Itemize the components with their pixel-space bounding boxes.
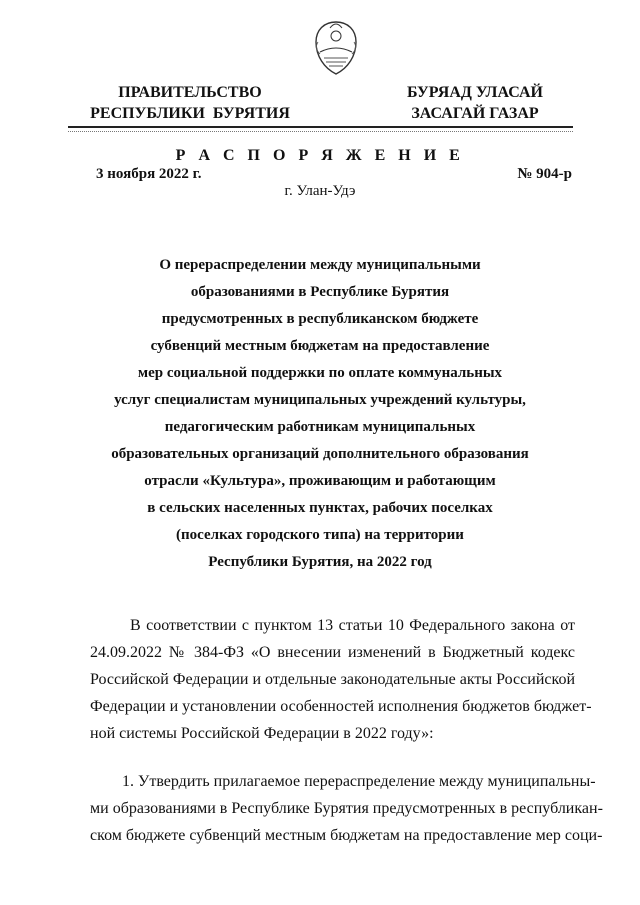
- government-name-ru: [70, 82, 310, 124]
- document-number: № 904-р: [517, 166, 572, 182]
- government-name-bua-line2: ЗАСАГАЙ ГАЗАР: [411, 105, 539, 122]
- coat-of-arms-emblem: [310, 18, 362, 78]
- header-divider: [68, 126, 573, 128]
- government-name-bua: [390, 82, 560, 124]
- paragraph-line: 24.09.2022 № 384-ФЗ «О внесении изменений в Бюджетный кодекс: [90, 644, 575, 661]
- preamble-paragraph: [90, 612, 592, 747]
- paragraph-line: ском бюджете субвенций местным бюджетам на предоставление мер соци-: [90, 827, 603, 844]
- title-line: (поселках городского типа) на территории: [176, 527, 464, 543]
- document-title: [0, 252, 640, 576]
- item-1-paragraph: [90, 768, 603, 849]
- document-city: г. Улан-Удэ: [284, 183, 356, 199]
- paragraph-line: ми образованиями в Республике Бурятия предусмотренных в республикан-: [90, 800, 603, 817]
- title-line: образовательных организаций дополнительного образования: [111, 446, 529, 462]
- header-dotted-divider: [68, 131, 573, 132]
- government-name-line1: ПРАВИТЕЛЬСТВО: [118, 84, 262, 101]
- title-line: О перераспределении между муниципальными: [159, 257, 481, 273]
- title-line: мер социальной поддержки по оплате коммунальных: [137, 365, 503, 381]
- government-name-line2: РЕСПУБЛИКИ БУРЯТИЯ: [90, 105, 290, 122]
- government-name-bua-line1: БУРЯАД УЛАСАЙ: [407, 84, 543, 101]
- paragraph-line: Федерации и установлении особенностей исполнения бюджетов бюджет-: [90, 698, 592, 715]
- title-line: в сельских населенных пунктах, рабочих поселках: [147, 500, 493, 516]
- title-line: услуг специалистам муниципальных учреждений культуры,: [114, 392, 526, 408]
- document-date: 3 ноября 2022 г.: [96, 166, 202, 182]
- title-line: субвенций местным бюджетам на предоставление: [150, 338, 490, 354]
- title-line: образованиями в Республике Бурятия: [190, 284, 450, 300]
- title-line: отрасли «Культура», проживающим и работающим: [144, 473, 496, 489]
- paragraph-line: Российской Федерации и отдельные законодательные акты Российской: [90, 671, 575, 688]
- title-line: предусмотренных в республиканском бюджете: [161, 311, 479, 327]
- document-type: Р А С П О Р Я Ж Е Н И Е: [175, 147, 465, 164]
- paragraph-line: В соответствии с пунктом 13 статьи 10 Федерального закона от: [130, 617, 575, 634]
- title-line: Республики Бурятия, на 2022 год: [208, 554, 432, 570]
- title-line: педагогическим работникам муниципальных: [164, 419, 476, 435]
- paragraph-line: 1. Утвердить прилагаемое перераспределение между муниципальны-: [122, 773, 596, 790]
- paragraph-line: ной системы Российской Федерации в 2022 году»:: [90, 725, 434, 742]
